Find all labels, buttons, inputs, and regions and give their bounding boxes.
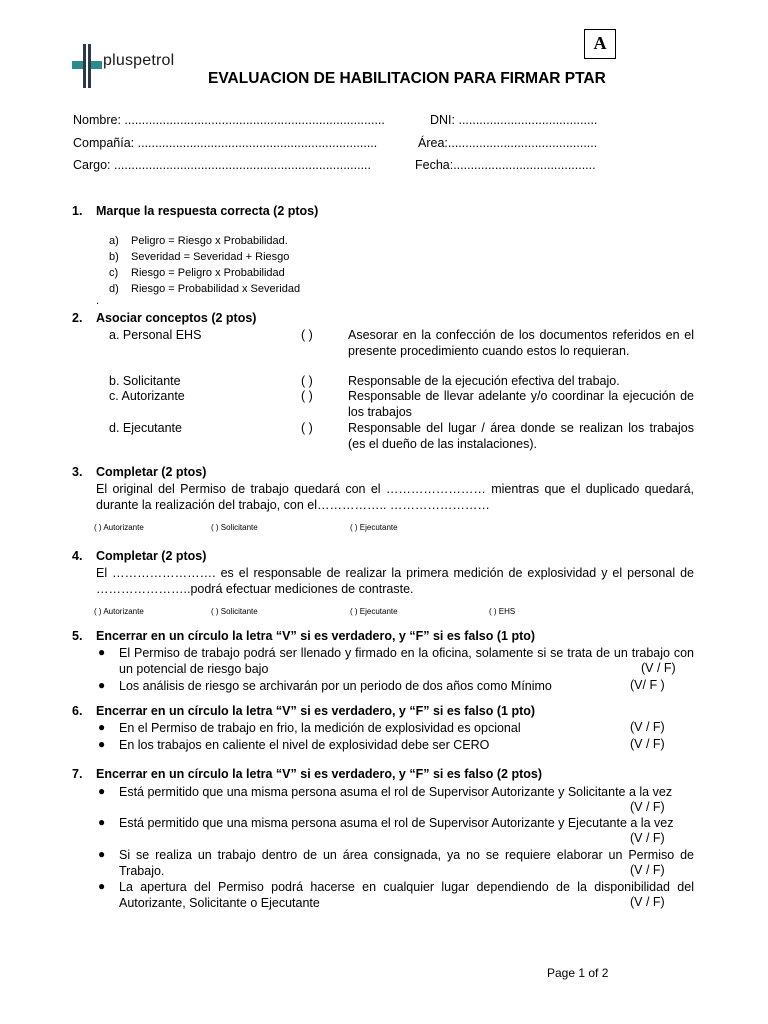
q6-item-2-vf[interactable]: (V / F) [630, 737, 665, 751]
field-nombre[interactable]: Nombre: ........................................................................... [73, 113, 385, 127]
q7-item-4-text: La apertura del Permiso podrá hacerse en cualquier lugar dependiendo de la disponibilidad del Autorizante, Solicitante o Ejecutante [119, 880, 694, 910]
q7-item-2-text: Está permitido que una misma persona asuma el rol de Supervisor Autorizante y Ejecutante a la vez [119, 816, 674, 830]
q7-item-3-vf[interactable]: (V / F) [630, 863, 665, 877]
field-cargo[interactable]: Cargo: .......................................................................... [73, 158, 371, 172]
q5-item-2-text: Los análisis de riesgo se archivarán por un periodo de dos años como Mínimo [119, 679, 552, 693]
q7-item-1-text: Está permitido que una misma persona asuma el rol de Supervisor Autorizante y Solicitante a la vez [119, 785, 673, 799]
company-logo [72, 44, 184, 88]
q2-definition-d: Responsable del lugar / área donde se realizan los trabajos (es el dueño de las instalaciones). [348, 421, 694, 451]
plus-cross-icon [72, 44, 102, 88]
page-number: Page 1 of 2 [547, 966, 609, 980]
q4-choice-ejecutante[interactable]: ( ) Ejecutante [350, 607, 398, 616]
q7-item-3-text: Si se realiza un trabajo dentro de un área consignada, ya no se requiere elaborar un Permiso de Trabajo. [119, 848, 694, 878]
q4-choice-solicitante[interactable]: ( ) Solicitante [211, 607, 258, 616]
q6-item-2-text: En los trabajos en caliente el nivel de explosividad debe ser CERO [119, 738, 490, 752]
q1-option-a[interactable]: a) Peligro = Riesgo x Probabilidad. [109, 235, 288, 247]
q1-options [109, 233, 300, 297]
q4-heading: 4. Completar (2 ptos) [72, 549, 207, 563]
q5-item-2-vf[interactable]: (V/ F ) [630, 678, 665, 692]
bullet-icon: ● [98, 737, 106, 751]
q3-choice-autorizante[interactable]: ( ) Autorizante [94, 523, 144, 532]
q2-concept-a: a. Personal EHS [109, 328, 202, 342]
q3-body: El original del Permiso de trabajo quedará con el …………………… mientras que el duplicado quedará, durante la realización del trabajo, con el…………….. …………………… [96, 482, 694, 512]
q2-definition-b: Responsable de la ejecución efectiva del trabajo. [348, 374, 620, 388]
field-compania[interactable]: Compañía: ..................................................................... [73, 136, 378, 150]
bullet-icon: ● [98, 645, 106, 659]
document-title: EVALUACION DE HABILITACION PARA FIRMAR PTAR [208, 70, 606, 87]
q2-concept-c: c. Autorizante [109, 389, 185, 403]
q1-option-d[interactable]: d) Riesgo = Probabilidad x Severidad [109, 283, 301, 295]
q2-concept-b: b. Solicitante [109, 374, 181, 388]
q6-heading: 6. Encerrar en un círculo la letra “V” si es verdadero, y “F” si es falso (1 pto) [72, 704, 536, 718]
q7-item-4-vf[interactable]: (V / F) [630, 895, 665, 909]
q5-item-1-text: El Permiso de trabajo podrá ser llenado y firmado en la oficina, solamente si se trata de un trabajo con un potencial de riesgo bajo [119, 646, 694, 676]
company-name: pluspetrol [103, 52, 175, 69]
q7-item-2-vf[interactable]: (V / F) [630, 831, 665, 845]
q2-paren-a[interactable]: ( ) [301, 328, 313, 342]
q2-definition-c: Responsable de llevar adelante y/o coordinar la ejecución de los trabajos [348, 389, 694, 419]
q3-choice-solicitante[interactable]: ( ) Solicitante [211, 523, 258, 532]
field-fecha[interactable]: Fecha:......................................... [415, 158, 596, 172]
form-code-box: A [584, 29, 616, 59]
q6-item-1-text: En el Permiso de trabajo en frio, la medición de explosividad es opcional [119, 721, 521, 735]
q4-body: El ……………………. es el responsable de realizar la primera medición de explosividad y el personal de …………………..podrá efectuar mediciones de contraste. [96, 566, 694, 596]
q1-heading: 1. Marque la respuesta correcta (2 ptos) [72, 204, 319, 218]
q1-option-c[interactable]: c) Riesgo = Peligro x Probabilidad [109, 267, 285, 279]
stray-dot: . [96, 295, 100, 307]
q4-choice-autorizante[interactable]: ( ) Autorizante [94, 607, 144, 616]
q6-item-1-vf[interactable]: (V / F) [630, 720, 665, 734]
q2-concept-d: d. Ejecutante [109, 421, 182, 435]
q2-paren-b[interactable]: ( ) [301, 374, 313, 388]
field-area[interactable]: Área:........................................... [418, 136, 598, 150]
q7-heading: 7. Encerrar en un círculo la letra “V” si es verdadero, y “F” si es falso (2 ptos) [72, 767, 542, 781]
bullet-icon: ● [98, 678, 106, 692]
q5-item-1-vf[interactable]: (V / F) [641, 661, 676, 675]
q4-choice-ehs[interactable]: ( ) EHS [489, 607, 516, 616]
q7-item-1-vf[interactable]: (V / F) [630, 800, 665, 814]
q2-heading: 2. Asociar conceptos (2 ptos) [72, 311, 257, 325]
q1-option-b[interactable]: b) Severidad = Severidad + Riesgo [109, 251, 290, 263]
q2-paren-c[interactable]: ( ) [301, 389, 313, 403]
bullet-icon: ● [98, 784, 106, 798]
bullet-icon: ● [98, 879, 106, 893]
bullet-icon: ● [98, 847, 106, 861]
bullet-icon: ● [98, 720, 106, 734]
q3-choice-ejecutante[interactable]: ( ) Ejecutante [350, 523, 398, 532]
q5-heading: 5. Encerrar en un círculo la letra “V” si es verdadero, y “F” si es falso (1 pto) [72, 629, 536, 643]
q2-paren-d[interactable]: ( ) [301, 421, 313, 435]
q2-definition-a: Asesorar en la confección de los documentos referidos en el presente procedimiento cuando estos lo requieran. [348, 328, 694, 358]
q3-heading: 3. Completar (2 ptos) [72, 465, 207, 479]
field-dni[interactable]: DNI: ........................................ [430, 113, 598, 127]
bullet-icon: ● [98, 815, 106, 829]
